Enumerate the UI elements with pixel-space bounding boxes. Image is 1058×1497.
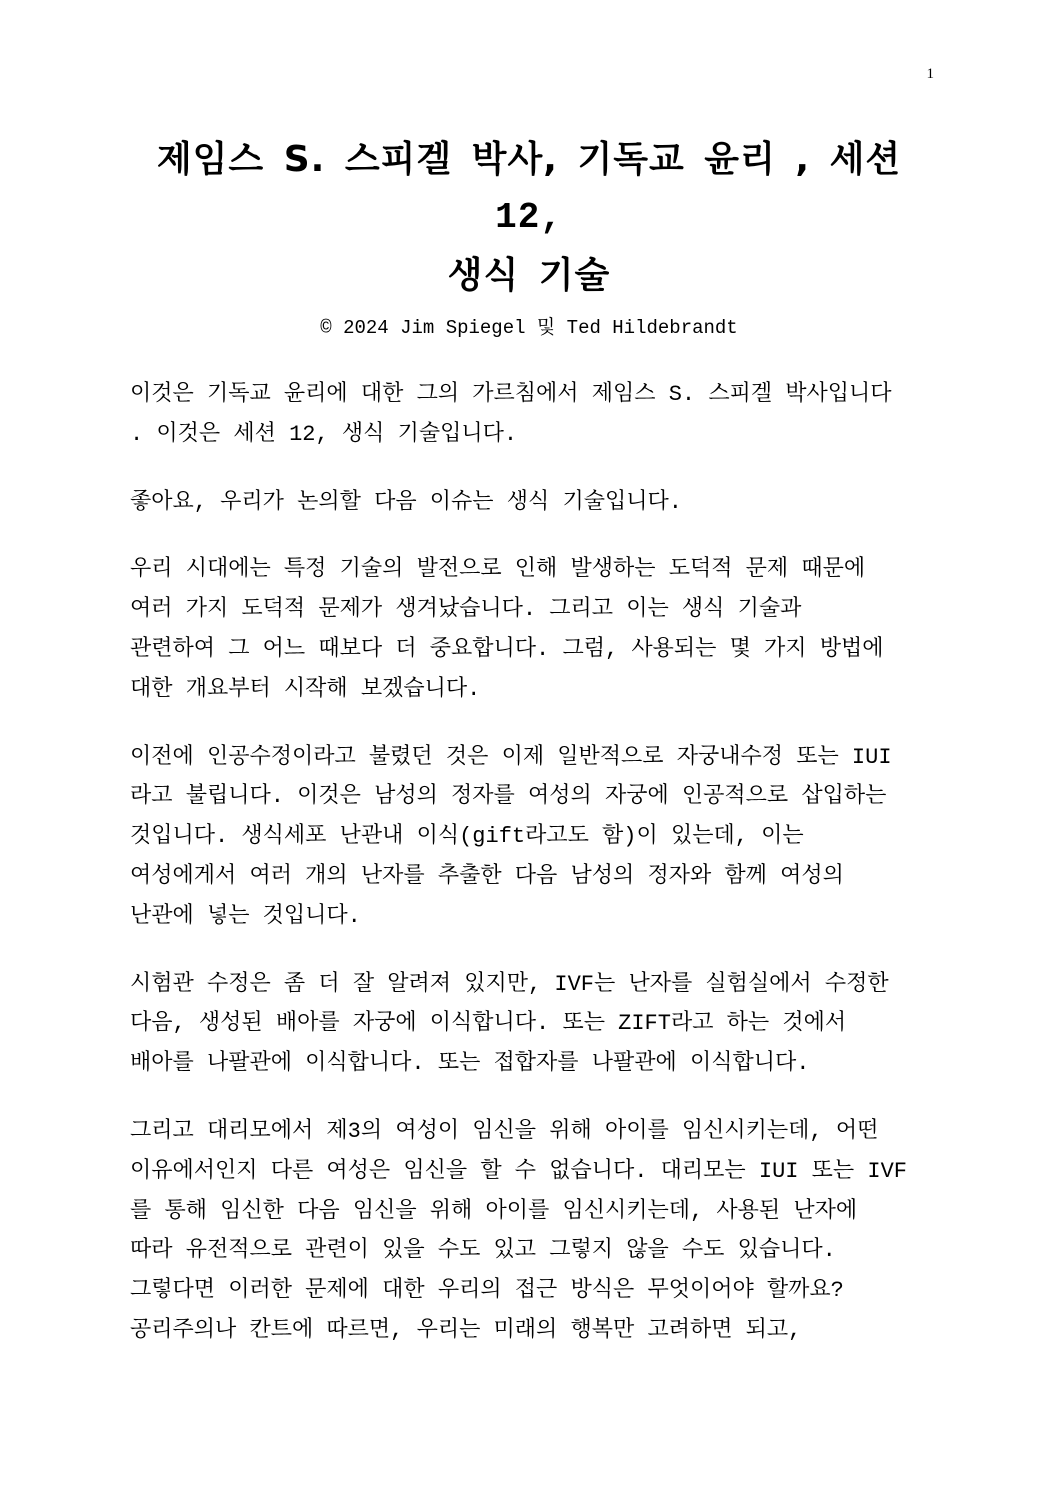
text-line: 이것은 기독교 윤리에 대한 그의 가르침에서 제임스 S. 스피겔 박사입니다 (130, 382, 892, 407)
paragraph (130, 483, 930, 523)
text-line: 다음, 생성된 배아를 자궁에 이식합니다. 또는 ZIFT라고 하는 것에서 (130, 1011, 847, 1037)
title-line: 제임스 S. 스피겔 박사, 기독교 윤리 , 세션 (156, 139, 902, 180)
text-line: 것입니다. 생식세포 난관내 이식(gift라고도 함)이 있는데, 이는 (130, 824, 804, 850)
text-line: 이전에 인공수정이라고 불렸던 것은 이제 일반적으로 자궁내수정 또는 IUI (130, 744, 892, 770)
text-line: 여성에게서 여러 개의 난자를 추출한 다음 남성의 정자와 함께 여성의 (130, 863, 844, 889)
text-line: 공리주의나 칸트에 따르면, 우리는 미래의 행복만 고려하면 되고, (130, 1317, 802, 1343)
paragraph (130, 738, 930, 937)
title-line: 12, (495, 197, 563, 238)
text-line: 대한 개요부터 시작해 보겠습니다. (130, 676, 481, 702)
page-number: 1 (926, 66, 934, 82)
text-line: 그리고 대리모에서 제3의 여성이 임신을 위해 아이를 임신시키는데, 어떤 (130, 1118, 879, 1144)
title-line: 생식 기술 (447, 255, 611, 296)
text-line: . 이것은 세션 12, 생식 기술입니다. (130, 421, 518, 447)
text-line: 그렇다면 이러한 문제에 대한 우리의 접근 방식은 무엇이어야 할까요? (130, 1278, 844, 1304)
title-block (60, 131, 998, 343)
paragraph (130, 375, 930, 455)
text-line: 를 통해 임신한 다음 임신을 위해 아이를 임신시키는데, 사용된 난자에 (130, 1198, 858, 1224)
text-line: 배아를 나팔관에 이식합니다. 또는 접합자를 나팔관에 이식합니다. (130, 1051, 810, 1077)
text-line: 여러 가지 도덕적 문제가 생겨났습니다. 그리고 이는 생식 기술과 (130, 597, 802, 623)
paragraph (130, 1112, 930, 1351)
paragraph (130, 965, 930, 1084)
text-line: 좋아요, 우리가 논의할 다음 이슈는 생식 기술입니다. (130, 489, 682, 515)
text-line: 이유에서인지 다른 여성은 임신을 할 수 없습니다. 대리모는 IUI 또는 IVF (130, 1158, 907, 1184)
copyright-notice: © 2024 Jim Spiegel 및 Ted Hildebrandt (320, 317, 738, 339)
text-line: 따라 유전적으로 관련이 있을 수도 있고 그렇지 않을 수도 있습니다. (130, 1238, 836, 1264)
text-line: 라고 불립니다. 이것은 남성의 정자를 여성의 자궁에 인공적으로 삽입하는 (130, 784, 887, 810)
text-line: 시험관 수정은 좀 더 잘 알려져 있지만, IVF는 난자를 실험실에서 수정한 (130, 971, 889, 997)
text-line: 우리 시대에는 특정 기술의 발전으로 인해 발생하는 도덕적 문제 때문에 (130, 557, 866, 583)
text-line: 관련하여 그 어느 때보다 더 중요합니다. 그럼, 사용되는 몇 가지 방법에 (130, 636, 884, 662)
text-line: 난관에 넣는 것입니다. (130, 903, 361, 929)
body-text (130, 375, 930, 1351)
paragraph (130, 550, 930, 709)
